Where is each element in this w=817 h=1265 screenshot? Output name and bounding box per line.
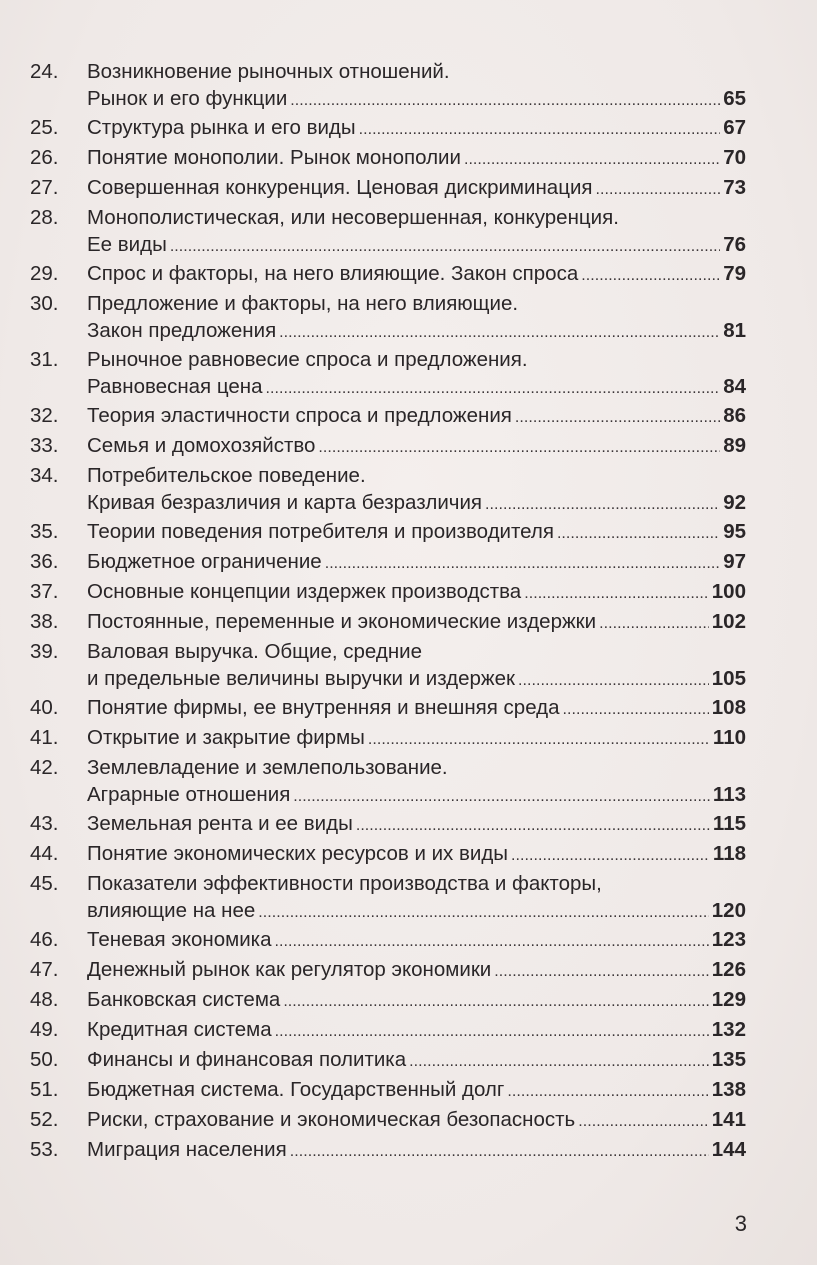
toc-entry-title-line: Денежный рынок как регулятор экономики — [87, 958, 492, 981]
toc-entry-title-line: Землевладение и землепользование. — [87, 756, 448, 779]
toc-entry-last-line — [87, 810, 746, 837]
toc-entry — [30, 260, 746, 287]
dot-leader — [290, 90, 720, 112]
toc-entry — [30, 956, 746, 983]
toc-entry-body — [87, 260, 746, 287]
toc-entry-title-line: Финансы и финансовая политика — [87, 1048, 407, 1071]
toc-entry — [30, 548, 746, 575]
toc-entry — [30, 754, 746, 808]
toc-entry-body — [87, 58, 746, 112]
toc-entry-page: 79 — [723, 262, 746, 285]
dot-leader — [511, 845, 710, 867]
toc-entry-body — [87, 204, 746, 258]
dot-leader — [258, 902, 709, 924]
toc-entry — [30, 204, 746, 258]
toc-entry — [30, 114, 746, 141]
toc-entry-title-line: Бюджетное ограничение — [87, 550, 322, 573]
toc-entry-body — [87, 1076, 746, 1103]
toc-entry-number: 24. — [30, 60, 59, 83]
toc-entry — [30, 638, 746, 692]
toc-entry-last-line — [87, 114, 746, 141]
toc-entry-page: 135 — [711, 1048, 746, 1071]
toc-entry-page: 144 — [711, 1138, 746, 1161]
toc-entry-title-line: Монополистическая, или несовершенная, конкуренция. — [87, 206, 619, 229]
toc-entry-number: 44. — [30, 842, 59, 865]
toc-entry-body — [87, 1046, 746, 1073]
toc-entry — [30, 926, 746, 953]
dot-leader — [563, 699, 709, 721]
toc-entry-last-line — [87, 1046, 746, 1073]
toc-entry-last-line — [87, 373, 746, 400]
toc-entry — [30, 432, 746, 459]
toc-entry-last-line — [87, 518, 746, 545]
toc-entry-page: 120 — [711, 899, 746, 922]
toc-entry-number: 39. — [30, 640, 59, 663]
toc-entry — [30, 870, 746, 924]
dot-leader — [599, 613, 709, 635]
toc-entry-body — [87, 926, 746, 953]
dot-leader — [596, 179, 721, 201]
toc-entry-last-line — [87, 85, 746, 112]
toc-entry-title-line: Теория эластичности спроса и предложения — [87, 404, 512, 427]
toc-entry-number: 42. — [30, 756, 59, 779]
toc-entry-title-line: Показатели эффективности производства и факторы, — [87, 872, 602, 895]
toc-entry-title-line: Равновесная цена — [87, 375, 263, 398]
dot-leader — [325, 553, 720, 575]
toc-entry-number: 35. — [30, 520, 59, 543]
toc-entry-last-line — [87, 402, 746, 429]
toc-entry — [30, 608, 746, 635]
toc-entry-page: 141 — [711, 1108, 746, 1131]
toc-entry-last-line — [87, 840, 746, 867]
toc-entry-page: 70 — [723, 146, 746, 169]
toc-entry-number: 29. — [30, 262, 59, 285]
toc-entry — [30, 58, 746, 112]
toc-entry-body — [87, 870, 746, 924]
toc-entry-title-line: Кривая безразличия и карта безразличия — [87, 491, 483, 514]
toc-entry-number: 53. — [30, 1138, 59, 1161]
toc-entry-title-line: Банковская система — [87, 988, 281, 1011]
toc-entry-title-line: Миграция населения — [87, 1138, 287, 1161]
dot-leader — [494, 961, 709, 983]
toc-entry — [30, 518, 746, 545]
dot-leader — [507, 1081, 708, 1103]
toc-entry-number: 32. — [30, 404, 59, 427]
toc-entry-page: 118 — [712, 842, 746, 865]
dot-leader — [283, 991, 708, 1013]
toc-entry-last-line — [87, 144, 746, 171]
toc-entry-last-line — [87, 317, 746, 344]
toc-entry — [30, 402, 746, 429]
page-number: 3 — [734, 1211, 747, 1236]
toc-entry-body — [87, 810, 746, 837]
toc-entry-page: 86 — [723, 404, 746, 427]
toc-entry — [30, 986, 746, 1013]
toc-entry-page: 95 — [723, 520, 746, 543]
dot-leader — [293, 786, 710, 808]
toc-entry-last-line — [87, 1106, 746, 1133]
toc-entry-body — [87, 986, 746, 1013]
toc-entry-last-line — [87, 432, 746, 459]
toc-entry-number: 34. — [30, 464, 59, 487]
toc-entry-body — [87, 114, 746, 141]
toc-entry — [30, 1076, 746, 1103]
dot-leader — [368, 729, 710, 751]
table-of-contents — [30, 58, 746, 1166]
toc-entry-title-line: Потребительское поведение. — [87, 464, 366, 487]
toc-entry-title-line: Закон предложения — [87, 319, 277, 342]
dot-leader — [275, 931, 709, 953]
toc-entry — [30, 290, 746, 344]
toc-entry-number: 27. — [30, 176, 59, 199]
toc-entry-number: 47. — [30, 958, 59, 981]
toc-entry-title-line: Рыночное равновесие спроса и предложения. — [87, 348, 528, 371]
toc-entry-last-line — [87, 260, 746, 287]
toc-entry-page: 113 — [712, 783, 746, 806]
toc-entry-page: 105 — [711, 667, 746, 690]
toc-entry-last-line — [87, 489, 746, 516]
toc-entry-body — [87, 956, 746, 983]
dot-leader — [464, 149, 720, 171]
toc-entry-title-line: Совершенная конкуренция. Ценовая дискриминация — [87, 176, 593, 199]
toc-entry-title-line: Открытие и закрытие фирмы — [87, 726, 365, 749]
toc-entry-last-line — [87, 1016, 746, 1043]
toc-entry-body — [87, 1106, 746, 1133]
toc-entry-page: 89 — [723, 434, 746, 457]
toc-entry — [30, 694, 746, 721]
toc-entry-number: 37. — [30, 580, 59, 603]
toc-entry — [30, 1136, 746, 1163]
toc-entry-body — [87, 462, 746, 516]
toc-entry-title-line: Риски, страхование и экономическая безопасность — [87, 1108, 576, 1131]
toc-entry-body — [87, 1016, 746, 1043]
toc-entry-title-line: Понятие фирмы, ее внутренняя и внешняя среда — [87, 696, 560, 719]
toc-entry-last-line — [87, 608, 746, 635]
toc-entry-last-line — [87, 694, 746, 721]
toc-entry-title-line: Теневая экономика — [87, 928, 272, 951]
toc-entry-number: 36. — [30, 550, 59, 573]
toc-entry-title-line: Кредитная система — [87, 1018, 272, 1041]
toc-entry-body — [87, 638, 746, 692]
toc-entry-title-line: Аграрные отношения — [87, 783, 291, 806]
toc-entry-title-line: Понятие экономических ресурсов и их виды — [87, 842, 509, 865]
toc-entry-page: 115 — [712, 812, 746, 835]
dot-leader — [515, 407, 720, 429]
toc-entry-last-line — [87, 231, 746, 258]
dot-leader — [485, 494, 720, 516]
dot-leader — [518, 670, 709, 692]
toc-entry — [30, 840, 746, 867]
toc-entry-body — [87, 518, 746, 545]
toc-entry-page: 84 — [723, 375, 746, 398]
toc-entry-title-line: Семья и домохозяйство — [87, 434, 316, 457]
toc-entry-page: 132 — [711, 1018, 746, 1041]
toc-entry-last-line — [87, 956, 746, 983]
toc-entry-body — [87, 608, 746, 635]
toc-entry-body — [87, 144, 746, 171]
toc-entry-body — [87, 840, 746, 867]
toc-entry-page: 81 — [723, 319, 746, 342]
toc-entry-number: 30. — [30, 292, 59, 315]
toc-entry-page: 92 — [723, 491, 746, 514]
toc-entry-page: 126 — [711, 958, 746, 981]
toc-entry-page: 97 — [723, 550, 746, 573]
toc-entry — [30, 810, 746, 837]
toc-entry-last-line — [87, 1136, 746, 1163]
dot-leader — [409, 1051, 709, 1073]
dot-leader — [581, 265, 720, 287]
toc-entry-title-line: Возникновение рыночных отношений. — [87, 60, 450, 83]
toc-entry-title-line: Земельная рента и ее виды — [87, 812, 353, 835]
toc-entry — [30, 144, 746, 171]
dot-leader — [279, 322, 720, 344]
toc-entry-page: 65 — [723, 87, 746, 110]
toc-entry — [30, 1046, 746, 1073]
dot-leader — [275, 1021, 709, 1043]
dot-leader — [265, 378, 720, 400]
toc-entry-last-line — [87, 548, 746, 575]
toc-entry-body — [87, 754, 746, 808]
toc-entry-last-line — [87, 986, 746, 1013]
toc-entry — [30, 578, 746, 605]
toc-entry-last-line — [87, 174, 746, 201]
toc-entry-page: 123 — [711, 928, 746, 951]
toc-entry-number: 40. — [30, 696, 59, 719]
toc-entry-title-line: Понятие монополии. Рынок монополии — [87, 146, 461, 169]
toc-entry — [30, 1016, 746, 1043]
toc-entry-number: 52. — [30, 1108, 59, 1131]
toc-entry-title-line: Спрос и факторы, на него влияющие. Закон спроса — [87, 262, 579, 285]
toc-entry-page: 108 — [711, 696, 746, 719]
toc-entry — [30, 346, 746, 400]
toc-entry-number: 26. — [30, 146, 59, 169]
toc-entry-body — [87, 346, 746, 400]
toc-entry-body — [87, 694, 746, 721]
toc-entry — [30, 1106, 746, 1133]
toc-entry-title-line: влияющие на нее — [87, 899, 256, 922]
toc-entry-body — [87, 548, 746, 575]
toc-entry-page: 73 — [723, 176, 746, 199]
toc-entry-title-line: Бюджетная система. Государственный долг — [87, 1078, 505, 1101]
toc-entry-body — [87, 432, 746, 459]
toc-entry-number: 41. — [30, 726, 59, 749]
toc-entry-last-line — [87, 781, 746, 808]
toc-entry-page: 138 — [711, 1078, 746, 1101]
toc-entry-title-line: Структура рынка и его виды — [87, 116, 356, 139]
toc-entry-title-line: Предложение и факторы, на него влияющие. — [87, 292, 519, 315]
toc-entry-title-line: Теории поведения потребителя и производителя — [87, 520, 554, 543]
toc-entry-body — [87, 402, 746, 429]
toc-entry-last-line — [87, 1076, 746, 1103]
toc-entry-body — [87, 290, 746, 344]
toc-entry-body — [87, 578, 746, 605]
dot-leader — [290, 1141, 709, 1163]
toc-entry-number: 31. — [30, 348, 59, 371]
toc-entry-page: 100 — [711, 580, 746, 603]
toc-entry-last-line — [87, 578, 746, 605]
toc-entry-page: 76 — [723, 233, 746, 256]
toc-entry-number: 45. — [30, 872, 59, 895]
toc-entry-page: 129 — [711, 988, 746, 1011]
toc-entry-body — [87, 724, 746, 751]
toc-entry-body — [87, 1136, 746, 1163]
toc-entry-number: 33. — [30, 434, 59, 457]
toc-entry — [30, 174, 746, 201]
toc-entry — [30, 724, 746, 751]
toc-entry-number: 38. — [30, 610, 59, 633]
toc-entry-last-line — [87, 724, 746, 751]
toc-entry-number: 50. — [30, 1048, 59, 1071]
toc-entry-number: 43. — [30, 812, 59, 835]
dot-leader — [170, 236, 720, 258]
toc-entry — [30, 462, 746, 516]
dot-leader — [359, 119, 721, 141]
toc-entry-title-line: Постоянные, переменные и экономические издержки — [87, 610, 597, 633]
toc-entry-last-line — [87, 926, 746, 953]
toc-entry-title-line: Основные концепции издержек производства — [87, 580, 522, 603]
toc-entry-number: 48. — [30, 988, 59, 1011]
toc-entry-page: 110 — [712, 726, 746, 749]
dot-leader — [356, 815, 710, 837]
toc-entry-body — [87, 174, 746, 201]
dot-leader — [524, 583, 709, 605]
toc-entry-number: 28. — [30, 206, 59, 229]
toc-entry-number: 46. — [30, 928, 59, 951]
toc-entry-page: 102 — [711, 610, 746, 633]
toc-entry-number: 25. — [30, 116, 59, 139]
toc-entry-number: 49. — [30, 1018, 59, 1041]
dot-leader — [557, 523, 720, 545]
toc-entry-title-line: Ее виды — [87, 233, 167, 256]
toc-entry-number: 51. — [30, 1078, 59, 1101]
dot-leader — [318, 437, 720, 459]
toc-entry-title-line: Рынок и его функции — [87, 87, 288, 110]
toc-entry-title-line: Валовая выручка. Общие, средние — [87, 640, 422, 663]
toc-entry-title-line: и предельные величины выручки и издержек — [87, 667, 515, 690]
toc-entry-last-line — [87, 897, 746, 924]
toc-entry-page: 67 — [723, 116, 746, 139]
toc-entry-last-line — [87, 665, 746, 692]
dot-leader — [578, 1111, 709, 1133]
